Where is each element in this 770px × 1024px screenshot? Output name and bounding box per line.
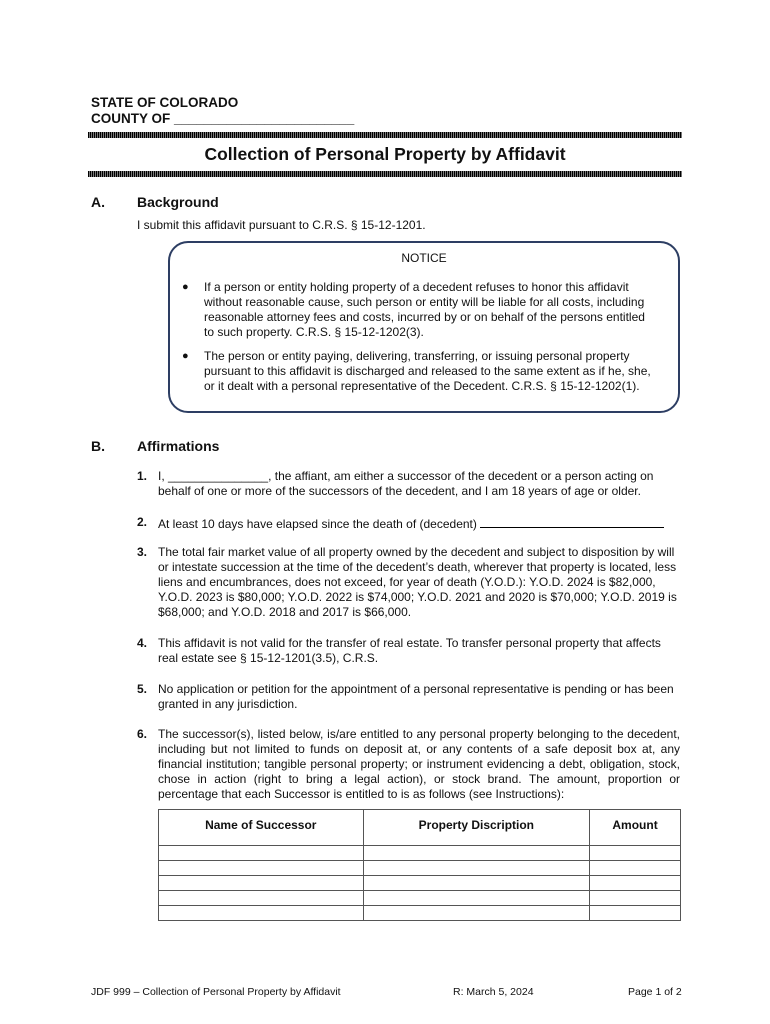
section-b-letter: B.	[91, 438, 105, 454]
successor-table	[158, 809, 681, 921]
section-a-heading: Background	[137, 194, 219, 210]
amount-cell[interactable]	[590, 861, 681, 876]
footer-revision: R: March 5, 2024	[453, 986, 534, 998]
successor-name-cell[interactable]	[159, 891, 364, 906]
notice-bullet-1: If a person or entity holding property of a decedent refuses to honor this affidavit without reasonable cause, such person or entity will be liable for all costs, including reasonable attorney fees and costs, incurred by or on behalf of the persons entitled to such property. C.R.S. § 15-12-1202(3).	[204, 280, 645, 339]
notice-title: NOTICE	[401, 251, 447, 265]
affirmation-2-text: At least 10 days have elapsed since the death of (decedent)	[158, 517, 477, 531]
item-number: 3.	[137, 545, 148, 559]
successor-name-cell[interactable]	[159, 876, 364, 891]
amount-cell[interactable]	[590, 846, 681, 861]
affirmation-6: The successor(s), listed below, is/are entitled to any personal property belonging to the decedent, including but not limited to funds on deposit at, or any contents of a safe deposit box at, any financial institution; tangible personal property; or instrument evidencing a debt, obligation, stock, chose in action (right to bring a legal action), or stock brand. The amount, proportion or percentage that each Successor is entitled to is as follows (see Instructions):	[158, 727, 680, 801]
amount-cell[interactable]	[590, 906, 681, 921]
property-description-cell[interactable]	[363, 906, 590, 921]
bottom-divider	[88, 171, 682, 177]
table-row	[159, 906, 681, 921]
property-description-cell[interactable]	[363, 891, 590, 906]
item-number: 2.	[137, 515, 148, 529]
affirmation-3: The total fair market value of all property owned by the decedent and subject to disposition by will or intestate succession at the time of the decedent’s death, wherever that property is located, less liens and encumbrances, does not exceed, for year of death (Y.O.D.): Y.O.D. 2024 is $82,000, Y.O.D. 2023 is $80,000; Y.O.D. 2022 is $74,000; Y.O.D. 2021 and 2020 is $70,000; Y.O.D. 2019 is $68,000; and Y.O.D. 2018 and 2017 is $66,000.	[158, 545, 677, 619]
item-number: 6.	[137, 727, 148, 741]
affirmation-5: No application or petition for the appointment of a personal representative is pending or has been granted in any jurisdiction.	[158, 682, 674, 711]
bullet-icon: ●	[182, 350, 189, 362]
property-description-cell[interactable]	[363, 861, 590, 876]
document-title: Collection of Personal Property by Affidavit	[204, 144, 566, 164]
affirmation-4: This affidavit is not valid for the transfer of real estate. To transfer personal property that affects real estate see § 15-12-1201(3.5), C.R.S.	[158, 636, 661, 665]
section-b-heading: Affirmations	[137, 438, 220, 454]
bullet-icon: ●	[182, 281, 189, 293]
notice-bullet-2: The person or entity paying, delivering, transferring, or issuing personal property pursuant to this affidavit is discharged and released to the same extent as if he, she, or it dealt with a personal representative of the Decedent. C.R.S. § 15-12-1202(1).	[204, 349, 651, 393]
footer-form-id: JDF 999 – Collection of Personal Property by Affidavit	[91, 986, 341, 998]
amount-cell[interactable]	[590, 876, 681, 891]
successor-name-cell[interactable]	[159, 906, 364, 921]
notice-box	[168, 241, 680, 413]
table-row	[159, 891, 681, 906]
state-header: STATE OF COLORADO	[91, 95, 239, 110]
section-a-letter: A.	[91, 194, 105, 210]
property-description-cell[interactable]	[363, 876, 590, 891]
county-header: COUNTY OF ________________________	[91, 111, 355, 126]
table-row	[159, 876, 681, 891]
footer-page-number: Page 1 of 2	[628, 986, 682, 998]
item-number: 4.	[137, 636, 148, 650]
successor-name-cell[interactable]	[159, 861, 364, 876]
table-row	[159, 846, 681, 861]
property-description-cell[interactable]	[363, 846, 590, 861]
background-intro: I submit this affidavit pursuant to C.R.S. § 15-12-1201.	[137, 218, 426, 232]
col-header-name: Name of Successor	[159, 810, 364, 846]
successor-name-cell[interactable]	[159, 846, 364, 861]
top-divider	[88, 132, 682, 138]
item-number: 1.	[137, 469, 148, 483]
item-number: 5.	[137, 682, 148, 696]
affirmation-2	[158, 515, 680, 532]
table-row	[159, 861, 681, 876]
amount-cell[interactable]	[590, 891, 681, 906]
affirmation-1: I, _______________, the affiant, am either a successor of the decedent or a person acting on behalf of one or more of the successors of the decedent, and I am 18 years of age or older.	[158, 469, 654, 498]
col-header-property: Property Discription	[363, 810, 590, 846]
decedent-name-field[interactable]	[480, 515, 664, 528]
col-header-amount: Amount	[590, 810, 681, 846]
